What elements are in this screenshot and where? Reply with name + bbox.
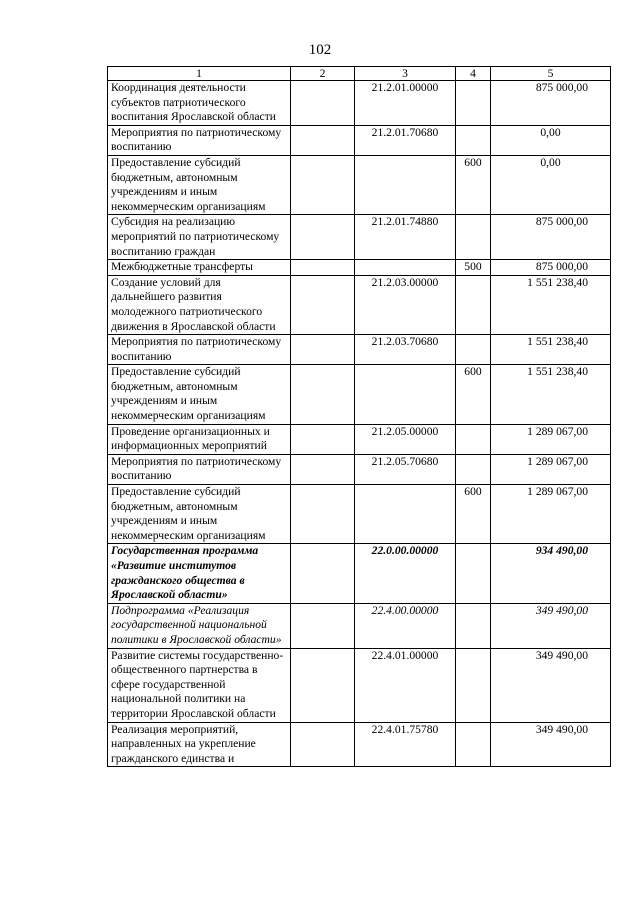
cell-expense-type: [456, 275, 491, 334]
cell-expense-type: [456, 648, 491, 722]
column-header-3: 3: [355, 67, 456, 81]
cell-expense-type: 600: [456, 365, 491, 424]
cell-amount: 934 490,00: [491, 544, 611, 603]
cell-amount: 0,00: [491, 125, 611, 155]
cell-code: 21.2.01.74880: [355, 215, 456, 260]
cell-col2: [291, 81, 355, 126]
cell-code: [355, 260, 456, 276]
cell-amount: 349 490,00: [491, 722, 611, 767]
cell-code: 22.4.01.00000: [355, 648, 456, 722]
table-row: [108, 81, 611, 126]
cell-expense-type: [456, 125, 491, 155]
cell-expense-type: [456, 335, 491, 365]
cell-col2: [291, 603, 355, 648]
cell-expense-type: 600: [456, 155, 491, 214]
cell-col2: [291, 125, 355, 155]
cell-amount: 1 289 067,00: [491, 424, 611, 454]
cell-name: Подпрограмма «Реализация государственной национальной политики в Ярославской области»: [108, 603, 291, 648]
cell-amount: 349 490,00: [491, 603, 611, 648]
table-row: [108, 260, 611, 276]
cell-expense-type: 500: [456, 260, 491, 276]
cell-expense-type: [456, 544, 491, 603]
cell-name: Реализация мероприятий, направленных на укрепление гражданского единства и: [108, 722, 291, 767]
cell-col2: [291, 275, 355, 334]
table-row: [108, 722, 611, 767]
cell-amount: 875 000,00: [491, 215, 611, 260]
cell-col2: [291, 335, 355, 365]
cell-amount: 1 551 238,40: [491, 275, 611, 334]
cell-name: Координация деятельности субъектов патриотического воспитания Ярославской области: [108, 81, 291, 126]
column-header-1: 1: [108, 67, 291, 81]
cell-amount: 1 289 067,00: [491, 454, 611, 484]
cell-code: 21.2.03.00000: [355, 275, 456, 334]
cell-col2: [291, 260, 355, 276]
table-row: [108, 335, 611, 365]
cell-amount: 1 551 238,40: [491, 335, 611, 365]
cell-code: 21.2.03.70680: [355, 335, 456, 365]
cell-expense-type: 600: [456, 485, 491, 544]
cell-code: 22.0.00.00000: [355, 544, 456, 603]
cell-name: Государственная программа «Развитие институтов гражданского общества в Ярославской области»: [108, 544, 291, 603]
table-header-row: [108, 67, 611, 81]
column-header-2: 2: [291, 67, 355, 81]
cell-code: 21.2.01.70680: [355, 125, 456, 155]
cell-code: 22.4.01.75780: [355, 722, 456, 767]
table-row: [108, 544, 611, 603]
cell-code: [355, 365, 456, 424]
table-row: [108, 485, 611, 544]
budget-table-body: [108, 67, 611, 767]
cell-expense-type: [456, 424, 491, 454]
table-row: [108, 125, 611, 155]
cell-col2: [291, 454, 355, 484]
cell-name: Развитие системы государственно-общественного партнерства в сфере государственной национальной политики на территории Ярославской области: [108, 648, 291, 722]
cell-name: Мероприятия по патриотическому воспитанию: [108, 335, 291, 365]
table-row: [108, 275, 611, 334]
cell-name: Предоставление субсидий бюджетным, автономным учреждениям и иным некоммерческим организациям: [108, 365, 291, 424]
table-row: [108, 215, 611, 260]
cell-expense-type: [456, 603, 491, 648]
cell-expense-type: [456, 81, 491, 126]
table-row: [108, 454, 611, 484]
cell-col2: [291, 365, 355, 424]
cell-amount: 349 490,00: [491, 648, 611, 722]
cell-code: 21.2.05.70680: [355, 454, 456, 484]
cell-col2: [291, 155, 355, 214]
cell-code: 21.2.01.00000: [355, 81, 456, 126]
cell-amount: 875 000,00: [491, 260, 611, 276]
column-header-4: 4: [456, 67, 491, 81]
table-row: [108, 155, 611, 214]
table-row: [108, 603, 611, 648]
column-header-5: 5: [491, 67, 611, 81]
cell-amount: 1 289 067,00: [491, 485, 611, 544]
cell-code: 21.2.05.00000: [355, 424, 456, 454]
cell-col2: [291, 648, 355, 722]
cell-amount: 875 000,00: [491, 81, 611, 126]
cell-name: Мероприятия по патриотическому воспитанию: [108, 125, 291, 155]
cell-amount: 1 551 238,40: [491, 365, 611, 424]
cell-expense-type: [456, 215, 491, 260]
cell-name: Субсидия на реализацию мероприятий по патриотическому воспитанию граждан: [108, 215, 291, 260]
cell-amount: 0,00: [491, 155, 611, 214]
cell-name: Межбюджетные трансферты: [108, 260, 291, 276]
cell-col2: [291, 485, 355, 544]
cell-code: [355, 485, 456, 544]
cell-code: [355, 155, 456, 214]
table-row: [108, 648, 611, 722]
cell-name: Мероприятия по патриотическому воспитанию: [108, 454, 291, 484]
cell-name: Предоставление субсидий бюджетным, автономным учреждениям и иным некоммерческим организациям: [108, 485, 291, 544]
cell-col2: [291, 424, 355, 454]
cell-name: Проведение организационных и информационных мероприятий: [108, 424, 291, 454]
page-number: 102: [308, 42, 332, 58]
cell-col2: [291, 544, 355, 603]
budget-table: [107, 66, 611, 767]
cell-name: Создание условий для дальнейшего развития молодежного патриотического движения в Ярославской области: [108, 275, 291, 334]
cell-expense-type: [456, 454, 491, 484]
cell-col2: [291, 722, 355, 767]
table-row: [108, 424, 611, 454]
cell-col2: [291, 215, 355, 260]
table-row: [108, 365, 611, 424]
cell-expense-type: [456, 722, 491, 767]
cell-code: 22.4.00.00000: [355, 603, 456, 648]
cell-name: Предоставление субсидий бюджетным, автономным учреждениям и иным некоммерческим организациям: [108, 155, 291, 214]
